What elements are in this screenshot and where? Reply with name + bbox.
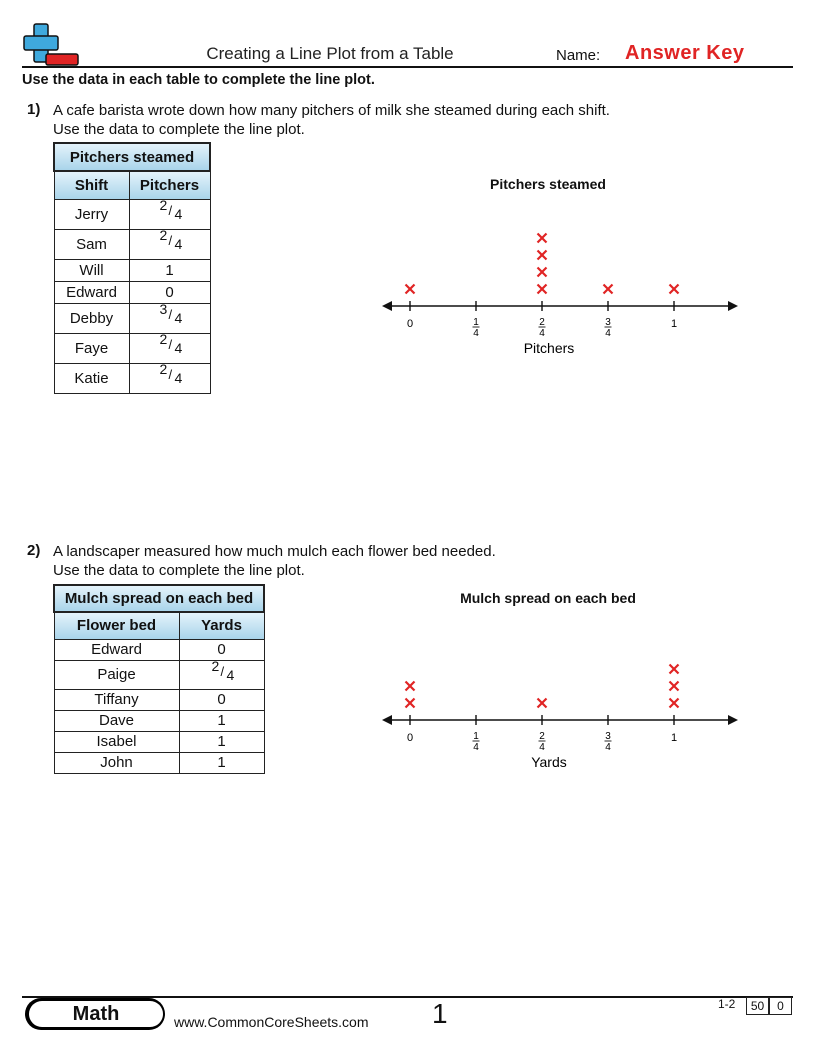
tick-label-denominator: 4 [539, 742, 545, 753]
x-mark [538, 285, 547, 294]
x-mark [406, 699, 415, 708]
row-name-cell: Faye [54, 333, 129, 363]
tick-label-denominator: 4 [473, 328, 479, 339]
tick-label-numerator: 1 [473, 731, 479, 742]
website-link[interactable]: www.CommonCoreSheets.com [174, 1014, 369, 1030]
fraction-slash: / [168, 307, 173, 322]
row-value-cell: 1 [179, 731, 264, 752]
row-value-cell: 1 [179, 752, 264, 773]
row-value-cell: 0 [129, 281, 210, 303]
row-name-cell: John [54, 752, 179, 773]
problem-2-text-line2: Use the data to complete the line plot. [53, 562, 305, 579]
fraction-slash: / [168, 203, 173, 218]
fraction-value [156, 227, 184, 253]
fraction-denominator: 4 [174, 310, 183, 326]
worksheet-title: Creating a Line Plot from a Table [206, 44, 454, 63]
fraction-numerator: 3 [159, 301, 168, 317]
column-header-pitchers: Pitchers [129, 171, 210, 199]
score-total-box: 50 [746, 997, 769, 1015]
tick-label: 1 [670, 732, 678, 744]
problem-1-number: 1) [27, 101, 41, 118]
row-name-cell: Tiffany [54, 689, 179, 710]
table-caption: Mulch spread on each bed [54, 585, 264, 612]
row-value-cell [129, 363, 210, 393]
tick-label-numerator: 2 [539, 731, 545, 742]
line-plot-2 [370, 650, 750, 780]
x-mark [538, 268, 547, 277]
header-divider [22, 66, 793, 68]
fraction-value [156, 331, 184, 357]
table-row [54, 199, 210, 229]
row-name-cell: Edward [54, 281, 129, 303]
fraction-denominator: 4 [226, 666, 235, 683]
tick-label-denominator: 4 [605, 742, 611, 753]
plot-1-title: Pitchers steamed [490, 176, 606, 192]
fraction-numerator: 2 [159, 227, 168, 243]
fraction-numerator: 2 [159, 361, 168, 377]
plus-minus-logo-icon [22, 22, 80, 68]
tick-label-numerator: 3 [605, 731, 611, 742]
fraction-value [156, 361, 184, 387]
problem-1-table [53, 142, 211, 394]
score-zero-box: 0 [769, 997, 792, 1015]
table-row [54, 752, 264, 773]
axis-arrow-left [382, 301, 392, 311]
row-value-cell [129, 229, 210, 259]
name-label: Name: [556, 47, 601, 64]
tick-label-numerator: 2 [539, 317, 545, 328]
axis-arrow-right [728, 715, 738, 725]
fraction-slash: / [220, 663, 225, 679]
fraction-numerator: 2 [159, 197, 168, 213]
fraction-denominator: 4 [174, 206, 183, 222]
fraction-slash: / [168, 367, 173, 382]
row-name-cell: Sam [54, 229, 129, 259]
x-mark [538, 251, 547, 260]
row-value-cell: 1 [179, 710, 264, 731]
row-value-cell [129, 199, 210, 229]
x-mark [670, 699, 679, 708]
row-name-cell: Katie [54, 363, 129, 393]
table-row [54, 259, 210, 281]
tick-label-denominator: 4 [473, 742, 479, 753]
x-mark [406, 285, 415, 294]
tick-label: 1 [670, 318, 678, 330]
fraction-slash: / [168, 233, 173, 248]
row-name-cell: Will [54, 259, 129, 281]
x-mark [538, 234, 547, 243]
column-header-flower-bed: Flower bed [54, 612, 179, 639]
tick-label: 0 [406, 318, 414, 330]
table-row [54, 363, 210, 393]
fraction-denominator: 4 [174, 236, 183, 252]
x-mark [670, 665, 679, 674]
row-value-cell: 1 [129, 259, 210, 281]
row-value-cell: 0 [179, 639, 264, 660]
column-header-yards: Yards [179, 612, 264, 639]
row-value-cell: 0 [179, 689, 264, 710]
plot-2-title: Mulch spread on each bed [460, 590, 636, 606]
fraction-slash: / [168, 337, 173, 352]
table-row [54, 229, 210, 259]
row-value-cell [129, 333, 210, 363]
table-row [54, 660, 264, 689]
row-name-cell: Isabel [54, 731, 179, 752]
row-name-cell: Debby [54, 303, 129, 333]
problem-2-table [53, 584, 265, 774]
subject-label: Math [29, 1001, 163, 1027]
row-value-cell [179, 657, 264, 689]
table-row [54, 281, 210, 303]
line-plot-1 [370, 222, 750, 362]
row-name-cell: Paige [54, 660, 179, 689]
x-mark [406, 682, 415, 691]
axis-label: Yards [531, 754, 567, 770]
x-mark [604, 285, 613, 294]
fraction-value [156, 197, 184, 223]
problem-2-number: 2) [27, 542, 41, 559]
axis-arrow-right [728, 301, 738, 311]
problem-2-text-line1: A landscaper measured how much mulch each flower bed needed. [53, 543, 496, 560]
problem-range: 1-2 [718, 997, 736, 1011]
table-caption: Pitchers steamed [54, 143, 210, 171]
x-mark [538, 699, 547, 708]
column-header-shift: Shift [54, 171, 129, 199]
fraction-denominator: 4 [174, 370, 183, 386]
table-row [54, 710, 264, 731]
fraction-denominator: 4 [174, 340, 183, 356]
tick-label-numerator: 3 [605, 317, 611, 328]
table-row [54, 303, 210, 333]
fraction-numerator: 2 [159, 331, 168, 347]
answer-key-label: Answer Key [625, 42, 745, 64]
row-name-cell: Edward [54, 639, 179, 660]
tick-label-numerator: 1 [473, 317, 479, 328]
row-name-cell: Dave [54, 710, 179, 731]
problem-1-text-line2: Use the data to complete the line plot. [53, 121, 305, 138]
tick-label: 0 [406, 732, 414, 744]
tick-label-denominator: 4 [539, 328, 545, 339]
table-row [54, 639, 264, 660]
axis-arrow-left [382, 715, 392, 725]
page-number: 1 [432, 998, 448, 1029]
problem-1-text-line1: A cafe barista wrote down how many pitchers of milk she steamed during each shift. [53, 102, 610, 119]
row-name-cell: Jerry [54, 199, 129, 229]
axis-label: Pitchers [523, 340, 575, 356]
x-mark [670, 682, 679, 691]
fraction-numerator: 2 [211, 657, 220, 674]
fraction-value [156, 301, 184, 327]
table-row [54, 333, 210, 363]
fraction-value [208, 657, 236, 684]
instructions: Use the data in each table to complete the line plot. [22, 72, 375, 88]
x-mark [670, 285, 679, 294]
subject-badge [25, 998, 165, 1030]
tick-label-denominator: 4 [605, 328, 611, 339]
table-row [54, 731, 264, 752]
table-row [54, 689, 264, 710]
row-value-cell [129, 303, 210, 333]
